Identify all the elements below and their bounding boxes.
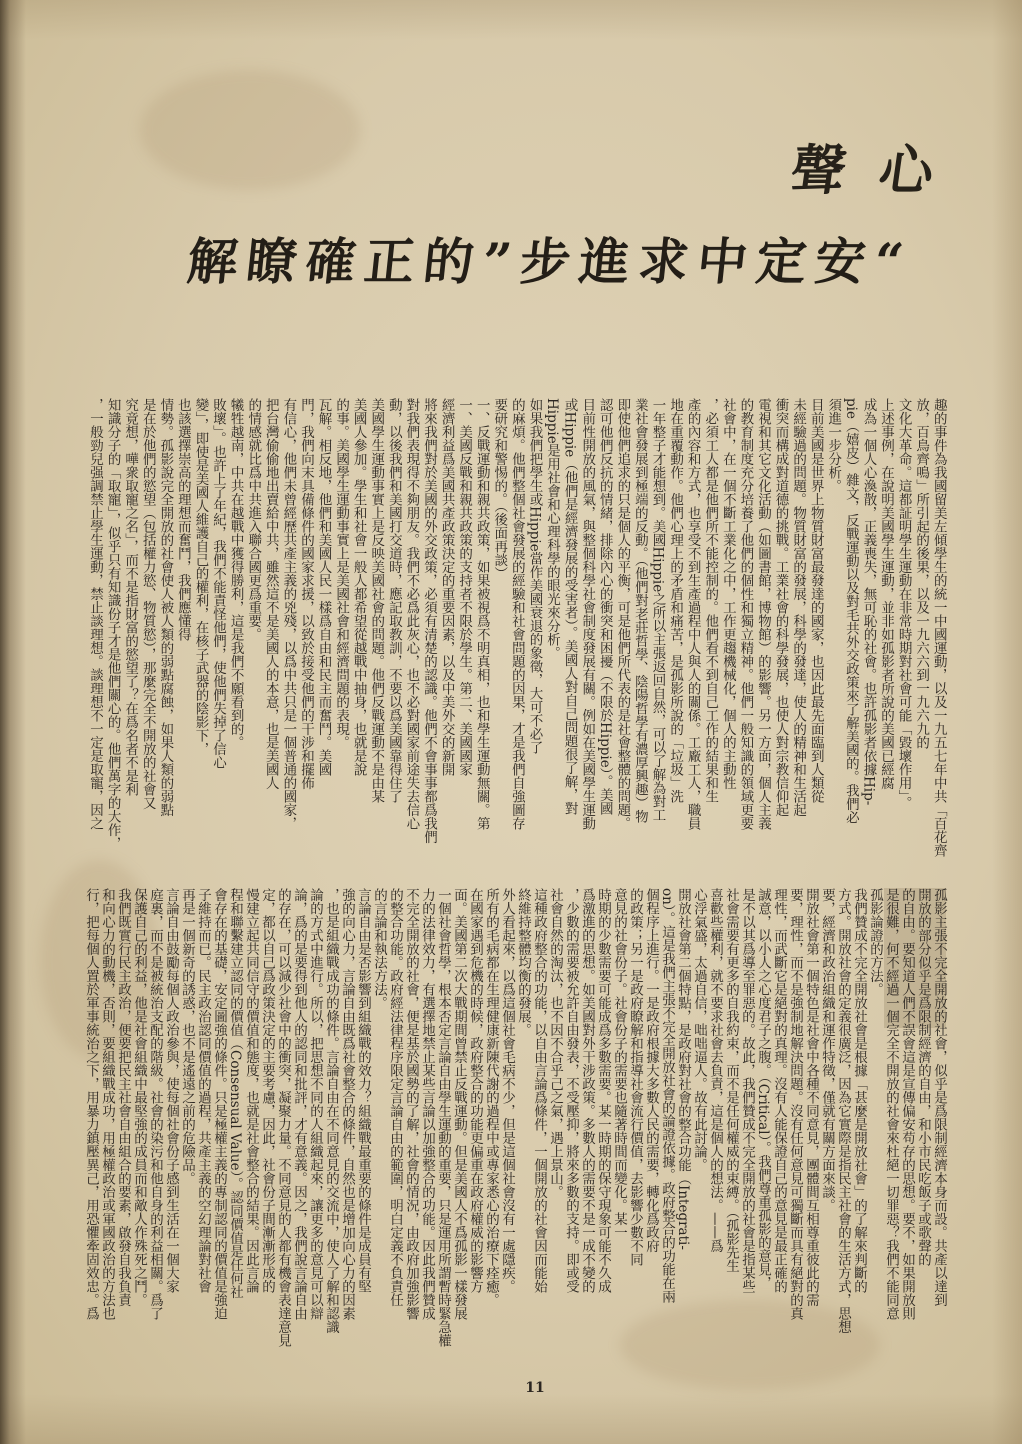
text-column: 須進一步分析。 — [825, 398, 842, 493]
text-column: 也該選擇崇高的理想而奮鬥，我們應懂得 — [174, 398, 191, 641]
text-column: 會存在的基礎，安定圖強的條件。只是極權主義的專制認同的價值是強迫 — [211, 888, 227, 1320]
text-column: Hippie是用社會和心理科學的眼光來分析。 — [544, 398, 561, 660]
text-column: 要，經濟和政治組織和運作特徵，僅就有關方面來談。 — [819, 888, 835, 1212]
text-column: 是很難，何不經過一個完全不開放的社會來杜絕一切罪惡？我們不能同意 — [883, 888, 899, 1320]
text-column: 情勢。孤影說完全開放的社會使人被人類的弱點腐蝕，如果人類的弱點 — [157, 398, 174, 817]
text-column: 經濟利益爲美國共產政策決定的重要因素，以及中美外交的新開 — [438, 398, 455, 776]
text-column: 所有的毛病都在生理健康新陳代謝的過程中或專家悉心的治療下痊癒。 — [483, 888, 499, 1307]
text-column: 放，百鳥齊鳴」所引起的後果，以及一九六六到一九六九的 — [913, 398, 930, 749]
text-column: 一年整子才能想到。美國Hippie之所以主張返回自然，可以了解為對工 — [649, 398, 666, 822]
text-column: 敗壞」。也許上了年紀，我們不能責怪他們，使他們失掉了信心 — [210, 398, 227, 770]
text-column: 論，爲的是要得到他人的認同和批評，才有意義。因之，我們說言論自由 — [291, 888, 307, 1320]
text-column: 或Hippie（他們是經濟發展的受害者）。美國人對自己問題很了解，對 — [561, 398, 578, 815]
text-column: 庭裏，而不是被統治支配的階級。社會的染污和他自身的利益相關。爲了 — [147, 888, 163, 1320]
text-column: 強的向心力，言論自由既爲社會整合的條件，自然也是增加向心力的因素 — [339, 888, 355, 1320]
text-column: 言論自由是否影響到組織戰的效力？組織戰最重要的條件是成員有堅 — [355, 888, 371, 1293]
article-body-upper — [88, 398, 946, 882]
column-heading: 心聲 — [787, 138, 973, 202]
text-column: 開放社會第一個特色是社會中各種不同意見，團體間互相尊重彼此的需 — [803, 888, 819, 1307]
article-title: “安定中求進步”的正確瞭解 — [184, 232, 916, 291]
text-column: on）。這是我們主張不完全開放社會的論證依據。政府整合的功能在兩 — [659, 888, 675, 1304]
text-column: 論的方式中進行。所以，把思想不同的人組織起來，讓更多的意見可以辯 — [307, 888, 323, 1320]
text-column: 程和聯繫建立認同的價值（Consensual Value）。認同價值是任何社 — [227, 888, 243, 1299]
text-column: 有信心，他們未曾經歷共產主義的兇殘，以爲中共只是一個普通的國家， — [280, 398, 297, 830]
text-column: 上述事例，在說明美國學生運動，並非如孤影者所說的美國已經腐 — [878, 398, 895, 790]
text-column: 再是一個新奇的誘惑，也不是遙遠之前的危險品。 — [179, 888, 195, 1185]
text-column: 我們既實行民主政治，便要把民主社會自由組合的要素，啟發自我負責 — [115, 888, 131, 1307]
text-column: 成為一個人心渙散，正義喪失，無可恥的社會。也許孤影者依據Hip- — [860, 398, 877, 806]
text-column: 門，我們向末具備條件的國家求援，以致於接受他們的干涉和擺佈 — [297, 398, 314, 790]
text-column: 的言論和執法方法。 — [371, 888, 387, 1010]
text-column: 的自由。要知道人們不誤會這是宣傳偏安苟存的思想。要不，如果開放則 — [899, 888, 915, 1320]
text-column: 將來我們對於美國的外交政策，必須有清楚的認識。他們不會事事都爲我們 — [420, 398, 437, 844]
text-column: 一個社會哲學，根本否定言論自由學生運動的重要，只是運用所謂暫時緊急權 — [435, 888, 451, 1347]
text-column: 產的內容和方式，也享受不到生產過程中人與人的關係。工廠工人，職員 — [684, 398, 701, 830]
text-column: 要，理性，而不是強制地解決問題。沒有任何意見可獨斷而具有絕對的真 — [787, 888, 803, 1320]
text-column: 我們贊成不完全開放社會是根據「甚麼是開放社會」的了解來判斷的 — [851, 888, 867, 1293]
text-column: 面。美國第二次大戰期間曾禁止反戰運動。但是美國人不爲孤影一樣發展 — [451, 888, 467, 1320]
text-column: ，必須工人都是他們所不能控制的。他們看不到自己工作的結果和生 — [702, 398, 719, 803]
article-body-lower — [84, 888, 946, 1362]
text-column: 社會自然的淘汰，也不因不合乎己之氣，遇上景山。 — [547, 888, 563, 1199]
text-column: 社會中，在一個不斷工業化之中，工作更趨機械化，個人的主動性 — [719, 398, 736, 790]
text-column: 美國人參加。學生和社會一般人都希望從越戰中抽身，也就是說 — [350, 398, 367, 776]
text-column: 趣的事件為我國留美左傾學生的統一中國運動，以及一九五七年中共「百花齊 — [930, 398, 947, 857]
text-column: 目前性開放的風氣，與整個科學社會制度發展有關。例如在美國學生運動 — [579, 398, 596, 830]
text-column: 即使他們追求的只是個人的平衡，可是他們所代表的是社會整體的問題。 — [614, 398, 631, 830]
text-column: 言論自由鼓勵每個人政治參與，使每個社會份子感到生活在一個大家 — [163, 888, 179, 1293]
text-column: 的政策；另一是政府瞭解和指導社會流行價值，去影響少數不同 — [627, 888, 643, 1266]
text-column: 的教育制度充分培養了他們的個性和獨立精神。他們一般知識的領域更要 — [737, 398, 754, 830]
page-number: 11 — [525, 1380, 545, 1396]
text-column: 的麻煩。他們整個社會發展的經驗和社會問題的因果，才是我們自強圖存 — [508, 398, 525, 830]
text-column: 社會需要有更多的自我約束，而不是任何權威的束縛。（孤影先生 — [723, 888, 739, 1273]
text-column: 時期的少數需要可能成爲多數需要。某一時期的保守現象可能不久成 — [595, 888, 611, 1293]
text-column: 方式。開放社會的定義很廣泛，因為它實際是指民主社會的生活方式，思想 — [835, 888, 851, 1334]
text-column: 美國學生運動事實上是反映美國社會的問題。他們反戰運動不是由某 — [368, 398, 385, 803]
text-column: 瓦解。相反地，他們和美國人民一樣爲自由和民主而奮鬥。美國 — [315, 398, 332, 776]
text-column: pie（嬉皮）雜文，反戰運動以及對毛共外交政策來了解美國的。我們必 — [842, 398, 859, 824]
text-column: 保護自己的利益，他是社會組織中最堅強的成員而和敵人作殊死之鬥。 — [131, 888, 147, 1307]
paper-stain — [140, 70, 360, 190]
text-column: 不完全開放的社會，便是基於國勢的了解，社會的情況，由政府加強影響 — [403, 888, 419, 1320]
text-column: 孤影論證的方法。 — [867, 888, 883, 996]
text-column: 開放的部分似乎是爲限制經濟的自由，和小市民吃飯子或歌聲的 — [915, 888, 931, 1266]
text-column: ，一般勁兒强調禁止學生運動，禁止談理想。談理想不一定是取寵，因之 — [87, 398, 103, 830]
text-column: 把台灣偷偷地出賣給中共，雖然這不是美國人的本意，也是美國人 — [262, 398, 279, 790]
text-column: 開放社會第二個特點，是政府對社會的整合功能（Integrati- — [675, 888, 691, 1250]
text-column: 未經驗過的問題。物質財富的發展，科學的發達，使人的精神和生活起 — [790, 398, 807, 817]
text-column: 文化大革命。這都証明學生運動在非常時期對社會可能「毀壞作用」。 — [895, 398, 912, 810]
text-column: 孤影主張不完全開放的社會，似乎是爲限制經濟本身而設。共產以達到 — [931, 888, 947, 1307]
text-column: 在國家遇到危機的時候，政府整合的功能更偏重在政府權威的影響方 — [467, 888, 483, 1293]
text-column: 犧牲越南，中共在越戰中獲得勝利，這是我們不願看到的。 — [227, 398, 244, 749]
text-column: 行，把每個人置於軍事統治之下，用暴力鎮壓異己，用恐懼牽固效忠。爲 — [83, 888, 99, 1320]
text-column: ，少數的需要被允許自由發表，不受壓抑，將來多數的支持。即或受 — [563, 888, 579, 1293]
text-column: 如果我們把學生或Hippie當作美國衰退的象徵，大可不必了 — [526, 398, 543, 755]
text-column: 心浮氣盛，太過自信，咄咄逼人。故有此討論。 — [691, 888, 707, 1172]
text-column: 定，都以自己爲政策決定的主要考慮，因此，社會份子間漸漸形成的 — [259, 888, 275, 1293]
text-column: 變」，即使是美國人維護自己的權利，在核子武器的陰影下， — [192, 398, 209, 756]
text-column: 認可他們反抗的情緒，排除內心的衝突和困擾（不限於Hippie）。美國 — [596, 398, 613, 815]
text-column: 和向心力的動機，否則，要組織戰成功，用極權政治或軍國政治的方法也 — [99, 888, 115, 1320]
text-column: 個程序上進行。一是政府根據大多數人民的需要，轉化爲政府 — [643, 888, 659, 1253]
text-column: 這種政府整合的功能，以自由言論爲條件，一個開放的社會因而能始 — [531, 888, 547, 1293]
text-column: 外人看起來，以爲這個社會毛病不少，但是這個社會沒有一處隱疾。 — [499, 888, 515, 1293]
text-column: 對我們表現得不夠朋友。我們不必爲此灰心，也不必對國家前途失去信心 — [403, 398, 420, 830]
text-column: 動，以後我們和美國打交道時，應記取教訓，不要以爲美國靠得住了 — [385, 398, 402, 803]
text-column: 的情感就比爲中共進入聯合國更爲重要。 — [245, 398, 262, 641]
text-column: 慢建立起共同信守的價值和態度，也就是社會整合的結果。因此言論 — [243, 888, 259, 1293]
text-column: 力的法律效力，有選擇地禁止某些言論以加強整合的功能。因此我們贊成 — [419, 888, 435, 1320]
text-column: 究竟想，嘩衆取寵之名」，而不是指財富的慾望了？在爲名者不是利 — [122, 398, 139, 797]
text-column: 的整合功能。政府經法律程序限定言論自由的範圍，明白定義不負責任 — [387, 888, 403, 1307]
text-column: 是在於他們的慾望（包括權力慾、物質慾），那麼完全不開放的社會又 — [139, 398, 156, 810]
text-column: 的事。美國學生運動事實上是美國社會和經濟問題的表現。 — [333, 398, 350, 749]
text-column: 地在重覆動作。他們心理上的矛盾和痛苦，是孤影所說的「垃圾」洗 — [667, 398, 684, 803]
text-column: 電視和其它文化活動（如圖書館，博物館）的影響。另一方面，個人主義 — [754, 398, 771, 830]
text-column: ，也是組織戰成功的條件。言論自由在不同意見的交流中，使人了解和認識 — [323, 888, 339, 1334]
text-column: 子維持而已。民主政治認同價值的過程，共產主義的空幻理論對社會 — [195, 888, 211, 1293]
text-column: 一、美國反戰和親共政策的支持者不限於學生。第二、美國國家 — [456, 398, 473, 776]
text-column: 一、反戰運動和親共政策，如果被視爲不明真相，也和學生運動無關。第 — [473, 398, 490, 830]
text-column: 爲激進的思想。如美國對外干涉政策。多數人的需要不是一成不變的 — [579, 888, 595, 1293]
text-column: 終維持整體均衡的發展。 — [515, 888, 531, 1037]
text-column: 的存在，可以減少社會中的衝突，凝聚力量。不同意見的人都有機會表達意見 — [275, 888, 291, 1347]
text-column: 要研究和警惕的。（後面再談） — [491, 398, 508, 581]
text-column: 意見的社會份子。社會份子的需要也隨著時間而變化。某一 — [611, 888, 627, 1239]
text-column: 知識分子的「取寵」，似乎只有知識份子才是他們關心的。他們萬字的大作， — [104, 398, 121, 851]
text-column: 理性，而武斷它是絕對的真理。沒有人能保證自己的意見是最正確的 — [771, 888, 787, 1293]
text-column: 喜歡些權利，就不要求社會去負責，這是個人的想法。——爲 — [707, 888, 723, 1253]
text-column: 衝突而構成對道德的挑戰。工業社會的科學發展，也使人對宗教信仰起 — [772, 398, 789, 817]
text-column: 目前美國是世界上物質財富最發達的國家，也因此最先面臨到人類從 — [807, 398, 824, 803]
text-column: 業社會發展到極端的反動。（他們對老莊哲學、陰陽哲學有濃厚興趣）物 — [631, 398, 648, 824]
text-column: 是不以其爲導至罪惡的。故此，我們贊成不完全開放的社會是指某些 — [739, 888, 755, 1293]
text-column: 誠意，以小人之心度君子之腹。（Critical）。我們尊重孤影的意見， — [755, 888, 771, 1290]
